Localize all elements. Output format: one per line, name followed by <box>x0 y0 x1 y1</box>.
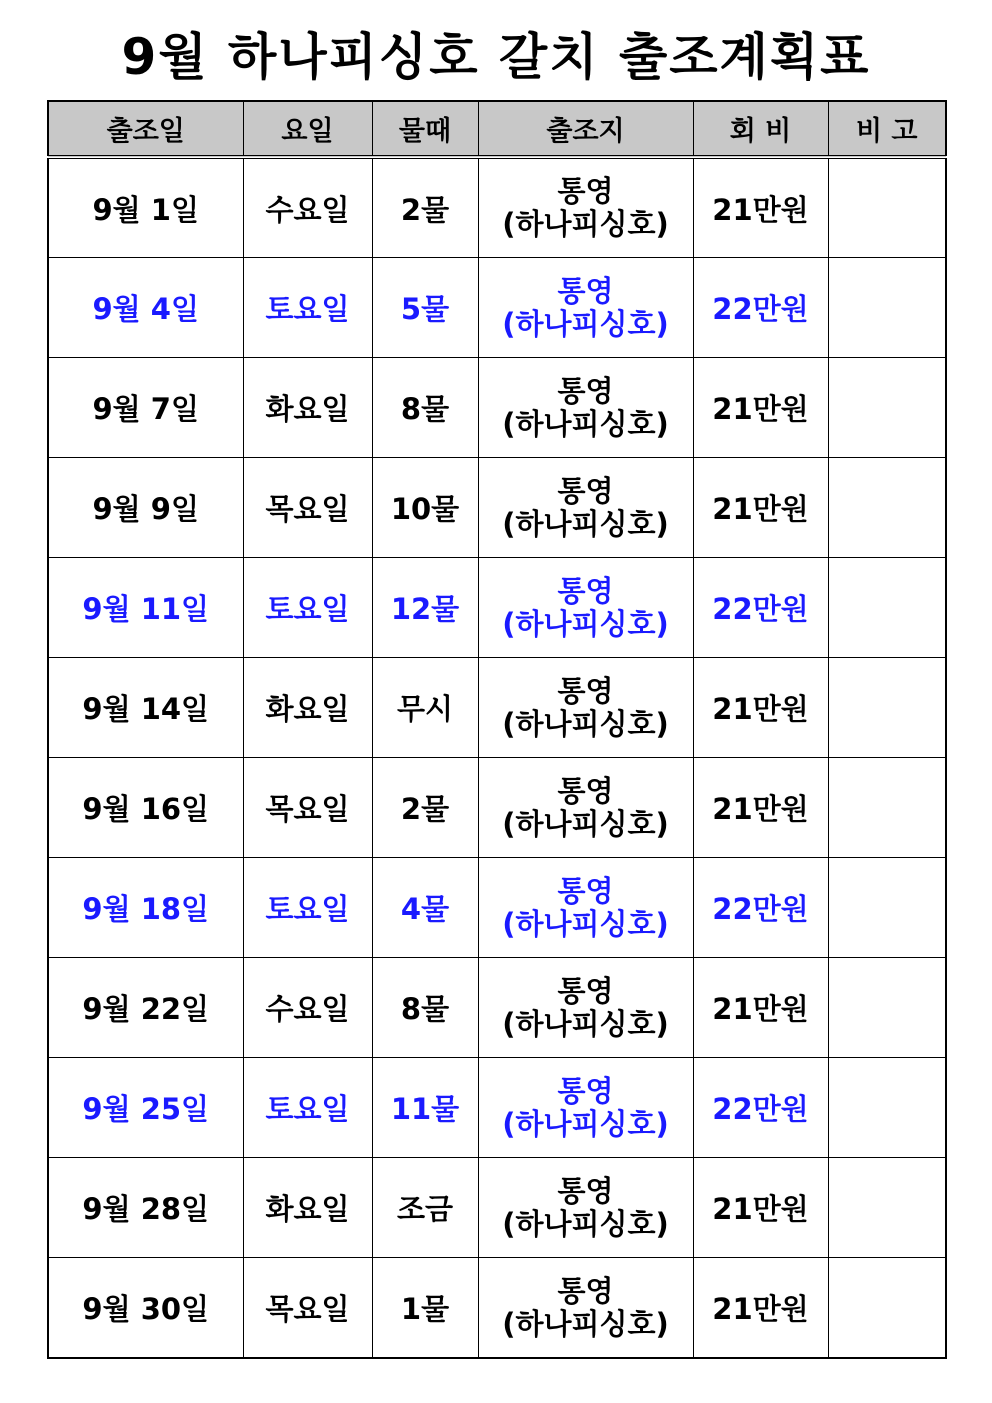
place-name: 통영 <box>557 1173 614 1208</box>
cell-day: 토요일 <box>243 558 372 658</box>
header-place: 출조지 <box>478 101 693 157</box>
cell-date: 9월 14일 <box>48 658 243 758</box>
cell-tide: 2물 <box>372 157 478 258</box>
table-row <box>48 758 946 858</box>
cell-date: 9월 4일 <box>48 258 243 358</box>
cell-place <box>478 558 693 658</box>
table-row <box>48 258 946 358</box>
cell-place <box>478 758 693 858</box>
place-name: 통영 <box>557 373 614 408</box>
table-row <box>48 1058 946 1158</box>
place-name: 통영 <box>557 773 614 808</box>
table-row <box>48 1258 946 1359</box>
place-name: 통영 <box>557 473 614 508</box>
cell-tide: 8물 <box>372 958 478 1058</box>
cell-note <box>828 157 946 258</box>
table-row <box>48 358 946 458</box>
boat-name: (하나피싱호) <box>502 706 669 741</box>
cell-note <box>828 658 946 758</box>
cell-fee: 21만원 <box>693 458 828 558</box>
place-name: 통영 <box>557 273 614 308</box>
cell-day: 토요일 <box>243 858 372 958</box>
cell-note <box>828 1158 946 1258</box>
boat-name: (하나피싱호) <box>502 1006 669 1041</box>
cell-tide: 10물 <box>372 458 478 558</box>
cell-place <box>478 858 693 958</box>
cell-tide: 2물 <box>372 758 478 858</box>
cell-date: 9월 1일 <box>48 157 243 258</box>
cell-date: 9월 7일 <box>48 358 243 458</box>
table-row <box>48 658 946 758</box>
cell-place <box>478 1258 693 1359</box>
cell-note <box>828 858 946 958</box>
page-title: 9월 하나피싱호 갈치 출조계획표 <box>121 28 871 86</box>
boat-name: (하나피싱호) <box>502 1206 669 1241</box>
header-date: 출조일 <box>48 101 243 157</box>
header-note: 비 고 <box>828 101 946 157</box>
cell-date: 9월 18일 <box>48 858 243 958</box>
cell-date: 9월 16일 <box>48 758 243 858</box>
boat-name: (하나피싱호) <box>502 1306 669 1341</box>
place-name: 통영 <box>557 1073 614 1108</box>
cell-tide: 5물 <box>372 258 478 358</box>
cell-fee: 21만원 <box>693 157 828 258</box>
cell-fee: 21만원 <box>693 958 828 1058</box>
place-name: 통영 <box>557 873 614 908</box>
cell-day: 목요일 <box>243 758 372 858</box>
cell-place <box>478 157 693 258</box>
cell-note <box>828 558 946 658</box>
place-name: 통영 <box>557 673 614 708</box>
cell-note <box>828 758 946 858</box>
cell-place <box>478 1158 693 1258</box>
cell-fee: 22만원 <box>693 558 828 658</box>
cell-note <box>828 258 946 358</box>
cell-day: 목요일 <box>243 1258 372 1359</box>
cell-fee: 22만원 <box>693 1058 828 1158</box>
header-tide: 물때 <box>372 101 478 157</box>
header-fee: 회 비 <box>693 101 828 157</box>
cell-fee: 21만원 <box>693 758 828 858</box>
boat-name: (하나피싱호) <box>502 806 669 841</box>
cell-tide: 4물 <box>372 858 478 958</box>
table-row <box>48 958 946 1058</box>
cell-day: 화요일 <box>243 1158 372 1258</box>
header-day: 요일 <box>243 101 372 157</box>
cell-tide: 무시 <box>372 658 478 758</box>
cell-fee: 21만원 <box>693 1158 828 1258</box>
cell-date: 9월 22일 <box>48 958 243 1058</box>
cell-day: 화요일 <box>243 358 372 458</box>
cell-day: 토요일 <box>243 1058 372 1158</box>
boat-name: (하나피싱호) <box>502 506 669 541</box>
cell-date: 9월 11일 <box>48 558 243 658</box>
cell-place <box>478 658 693 758</box>
boat-name: (하나피싱호) <box>502 406 669 441</box>
table-row <box>48 858 946 958</box>
cell-day: 수요일 <box>243 157 372 258</box>
boat-name: (하나피싱호) <box>502 306 669 341</box>
cell-fee: 21만원 <box>693 358 828 458</box>
cell-fee: 22만원 <box>693 858 828 958</box>
place-name: 통영 <box>557 573 614 608</box>
cell-day: 수요일 <box>243 958 372 1058</box>
cell-fee: 21만원 <box>693 658 828 758</box>
boat-name: (하나피싱호) <box>502 606 669 641</box>
cell-date: 9월 28일 <box>48 1158 243 1258</box>
cell-day: 토요일 <box>243 258 372 358</box>
place-name: 통영 <box>557 973 614 1008</box>
cell-tide: 12물 <box>372 558 478 658</box>
cell-place <box>478 458 693 558</box>
cell-note <box>828 958 946 1058</box>
cell-note <box>828 1258 946 1359</box>
cell-tide: 조금 <box>372 1158 478 1258</box>
place-name: 통영 <box>557 1273 614 1308</box>
table-row <box>48 558 946 658</box>
cell-date: 9월 25일 <box>48 1058 243 1158</box>
cell-note <box>828 458 946 558</box>
cell-place <box>478 258 693 358</box>
cell-day: 목요일 <box>243 458 372 558</box>
cell-day: 화요일 <box>243 658 372 758</box>
cell-place <box>478 958 693 1058</box>
cell-note <box>828 358 946 458</box>
cell-fee: 22만원 <box>693 258 828 358</box>
boat-name: (하나피싱호) <box>502 207 669 241</box>
cell-place <box>478 358 693 458</box>
boat-name: (하나피싱호) <box>502 906 669 941</box>
table-row <box>48 458 946 558</box>
table-row <box>48 157 946 258</box>
cell-tide: 11물 <box>372 1058 478 1158</box>
cell-date: 9월 9일 <box>48 458 243 558</box>
cell-tide: 8물 <box>372 358 478 458</box>
schedule-table <box>47 100 947 1359</box>
table-header <box>48 101 946 157</box>
table-body <box>48 157 946 1358</box>
header-row <box>48 101 946 157</box>
table-row <box>48 1158 946 1258</box>
place-name: 통영 <box>557 174 614 208</box>
cell-place <box>478 1058 693 1158</box>
cell-tide: 1물 <box>372 1258 478 1359</box>
boat-name: (하나피싱호) <box>502 1106 669 1141</box>
cell-fee: 21만원 <box>693 1258 828 1359</box>
cell-note <box>828 1058 946 1158</box>
cell-date: 9월 30일 <box>48 1258 243 1359</box>
